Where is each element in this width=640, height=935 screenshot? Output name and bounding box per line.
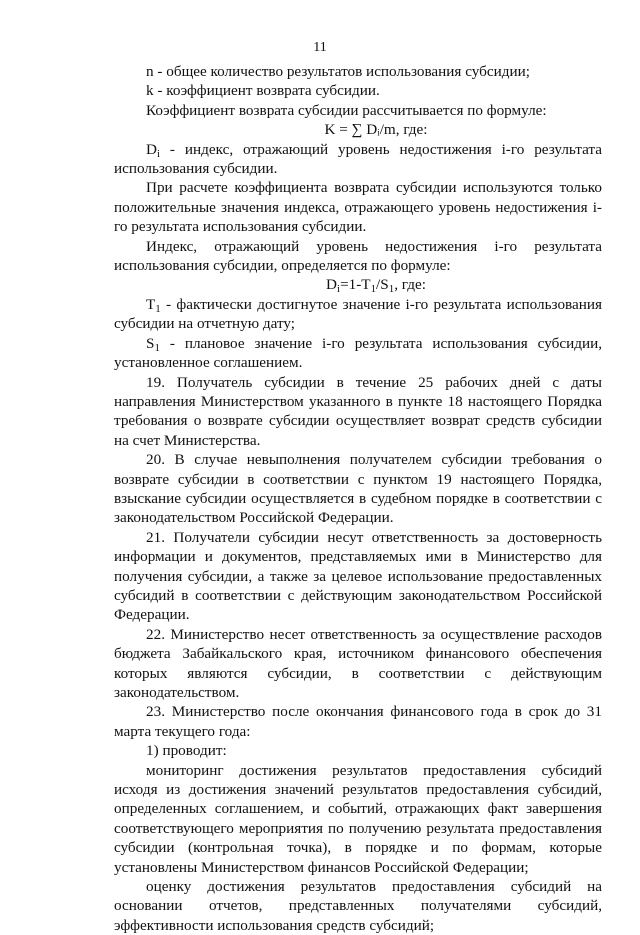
index-formula-intro: Индекс, отражающий уровень недостижения i-го результата использования субсидии, определяется по формуле:: [114, 237, 602, 275]
s-definition-text: - плановое значение i-го результата использования субсидии, установленное соглашением.: [114, 334, 602, 372]
t-definition-text: - фактически достигнутое значение i-го результата использования субсидии на отчетную дату;: [114, 295, 602, 333]
paragraph-22: 22. Министерство несет ответственность за осуществление расходов бюджета Забайкальского края, источником финансового обеспечения которых являются субсидии, в соответствии с действующим законодательством.: [114, 625, 602, 701]
symbol-t: T: [146, 295, 156, 313]
paragraph-23-item-1: 1) проводит:: [146, 742, 227, 760]
formula-d-symbol: D: [326, 276, 338, 294]
k-formula-intro: Коэффициент возврата субсидии рассчитывается по формуле:: [146, 101, 547, 119]
formula-t-subscript: 1: [370, 283, 377, 296]
paragraph-21: 21. Получатели субсидии несут ответственность за достоверность информации и документов, представляемых ими в Министерство для получения субсидии, а также за целевое использование предоставленных субсидий в соответствии с действующим законодательством Российской Федерации.: [114, 528, 602, 624]
d-definition-text: - индекс, отражающий уровень недостижения i-го результата использования субсидии.: [114, 140, 602, 178]
subscript-i: i: [156, 147, 161, 160]
formula-where: , где:: [394, 276, 426, 294]
formula-d: [114, 275, 602, 294]
paragraph-23: 23. Министерство после окончания финансового года в срок до 31 марта текущего года:: [114, 703, 602, 740]
k-definition: k - коэффициент возврата субсидии.: [146, 82, 380, 100]
paragraph-19: 19. Получатель субсидии в течение 25 рабочих дней с даты направления Министерством указанного в пункте 18 настоящего Порядка требования о возврате субсидии осуществляет возврат средств субсидии на счет Министерства.: [114, 373, 602, 449]
symbol-s: S: [146, 334, 155, 352]
document-body: [114, 62, 602, 935]
t-subscript: 1: [155, 302, 161, 315]
formula-d-equals: =1-: [340, 276, 362, 294]
positive-values-note: При расчете коэффициента возврата субсидии используются только положительные значения индекса, отражающего уровень недостижения i-го результата использования субсидии.: [114, 179, 602, 236]
assessment-paragraph: оценку достижения результатов предоставления субсидий на основании отчетов, представленных получателями субсидий, эффективности использования средств субсидий;: [114, 878, 602, 934]
formula-t-symbol: T: [361, 276, 371, 294]
formula-s-symbol: S: [380, 276, 389, 294]
n-definition: n - общее количество результатов использования субсидии;: [146, 63, 530, 80]
formula-d-subscript: i: [337, 283, 341, 296]
d-definition: [114, 140, 602, 179]
s-subscript: 1: [154, 341, 160, 354]
formula-k: K = ∑ Dᵢ/m, где:: [324, 121, 428, 139]
formula-s-subscript: 1: [388, 283, 395, 296]
s-definition: [114, 334, 602, 373]
monitoring-paragraph: мониторинг достижения результатов предоставления субсидий исходя из достижения значений результатов предоставления субсидий, определенных соглашением, и событий, отражающих факт завершения соответствующего мероприятия по получению результата предоставления субсидии (контрольная точка), в порядке и по формам, которые установлены Министерством финансов Российской Федерации;: [114, 761, 602, 876]
t-definition: [114, 295, 602, 334]
page-number: 11: [313, 40, 327, 55]
paragraph-20: 20. В случае невыполнения получателем субсидии требования о возврате субсидии в соответствии с пунктом 19 настоящего Порядка, взыскание субсидии осуществляется в судебном порядке в соответствии с законодательством Российской Федерации.: [114, 451, 602, 527]
formula-slash: /: [376, 276, 381, 294]
symbol-d: D: [146, 140, 157, 158]
